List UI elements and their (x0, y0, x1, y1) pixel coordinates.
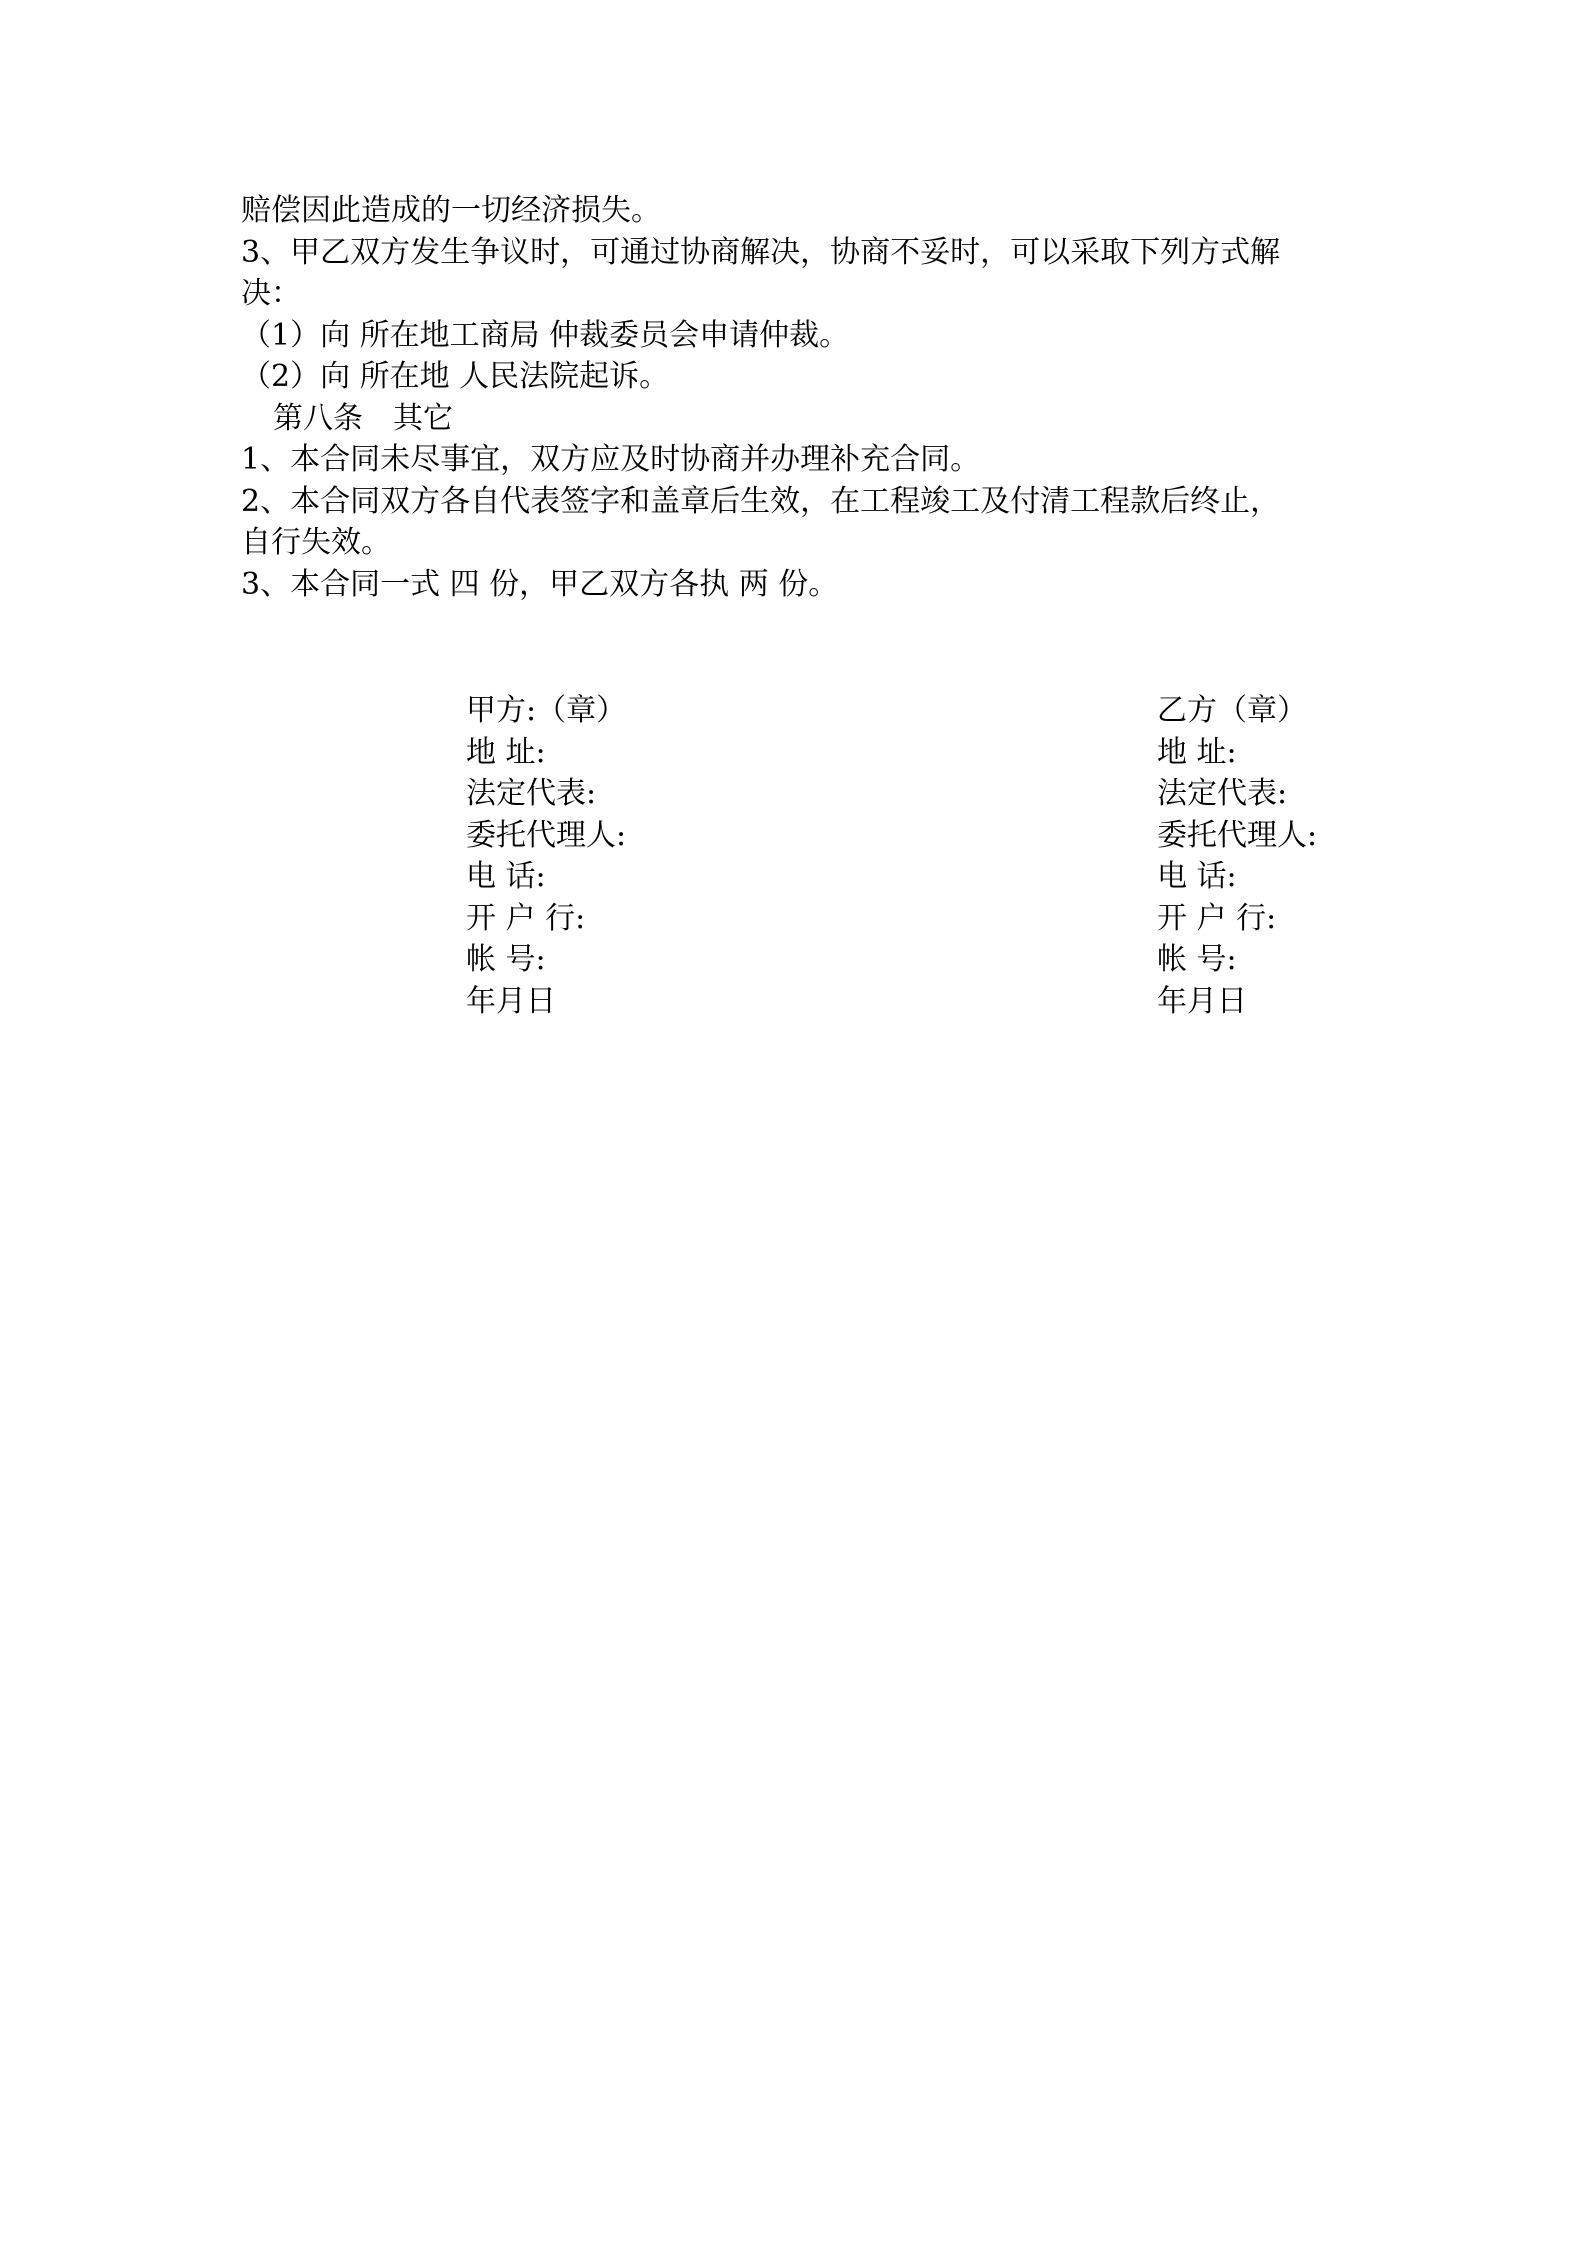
paragraph-arbitration: （1）向 所在地工商局 仲裁委员会申请仲裁。 (241, 317, 850, 353)
paragraph-supplement: 1、本合同未尽事宜，双方应及时协商并办理补充合同。 (241, 442, 981, 477)
signature-party-a (466, 690, 626, 1022)
party-b-account: 帐 号: (1157, 942, 1237, 977)
section-heading-article-8: 第八条 其它 (273, 400, 453, 436)
party-b-legal-rep: 法定代表: (1157, 776, 1288, 811)
party-b-title: 乙方（章） (1157, 693, 1307, 728)
paragraph-compensation: 赔偿因此造成的一切经济损失。 (241, 193, 661, 228)
party-a-phone: 电 话: (466, 859, 546, 894)
party-b-phone: 电 话: (1157, 859, 1237, 894)
party-a-legal-rep: 法定代表: (466, 776, 597, 811)
party-a-account: 帐 号: (466, 942, 546, 977)
party-a-agent: 委托代理人: (466, 817, 627, 853)
paragraph-dispute-cont: 决： (241, 276, 301, 311)
party-a-address: 地 址: (466, 734, 546, 770)
paragraph-effective: 2、本合同双方各自代表签字和盖章后生效，在工程竣工及付清工程款后终止， (241, 483, 1281, 519)
signature-party-b (1157, 690, 1317, 1022)
contract-body (241, 190, 1351, 605)
party-b-address: 地 址: (1157, 734, 1237, 770)
party-b-date: 年月日 (1157, 983, 1247, 1019)
paragraph-effective-cont: 自行失效。 (241, 525, 391, 560)
paragraph-court: （2）向 所在地 人民法院起诉。 (241, 359, 670, 394)
party-b-bank: 开 户 行: (1157, 900, 1277, 936)
party-a-title: 甲方:（章） (466, 693, 627, 728)
party-a-bank: 开 户 行: (466, 900, 586, 936)
paragraph-dispute: 3、甲乙双方发生争议时，可通过协商解决，协商不妥时，可以采取下列方式解 (241, 234, 1281, 270)
paragraph-copies: 3、本合同一式 四 份，甲乙双方各执 两 份。 (241, 566, 839, 602)
party-a-date: 年月日 (466, 983, 556, 1019)
party-b-agent: 委托代理人: (1157, 817, 1318, 853)
